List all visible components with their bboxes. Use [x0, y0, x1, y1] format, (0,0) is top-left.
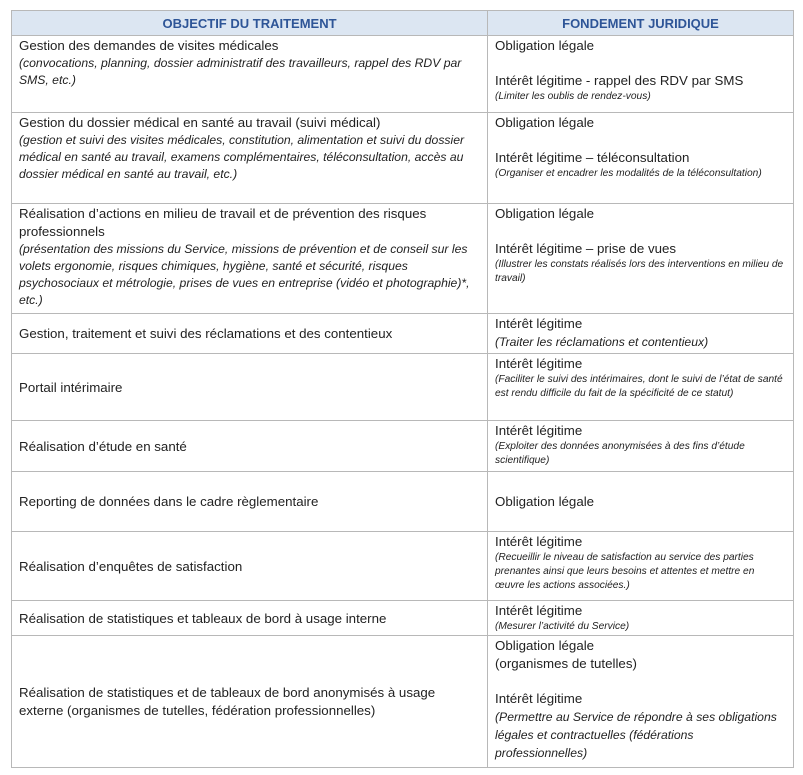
legal-basis-cell: [488, 314, 794, 354]
table-row: [12, 636, 794, 768]
legal-basis: Intérêt légitime: [495, 691, 583, 706]
table-row: [12, 601, 794, 636]
objective-details: (convocations, planning, dossier administratif des travailleurs, rappel des RDV par SMS, etc.): [19, 56, 462, 87]
legal-basis-note: (Organiser et encadrer les modalités de la téléconsultation): [495, 168, 762, 179]
objective-cell: [12, 113, 488, 204]
table-row: [12, 421, 794, 472]
legal-basis: Intérêt légitime – prise de vues: [495, 241, 677, 256]
objective-title: Gestion du dossier médical en santé au travail (suivi médical): [19, 115, 381, 130]
legal-basis-cell: [488, 636, 794, 768]
objective-cell: [12, 421, 488, 472]
legal-basis: Intérêt légitime: [495, 534, 583, 549]
legal-basis: Obligation légale: [495, 638, 595, 653]
legal-basis-table: [11, 10, 794, 768]
legal-basis-cell: [488, 36, 794, 113]
table-header-row: [12, 11, 794, 36]
objective-title: Réalisation d’étude en santé: [19, 438, 187, 454]
objective-cell: [12, 532, 488, 601]
objective-title: Gestion, traitement et suivi des réclamations et des contentieux: [19, 326, 393, 341]
table-row: [12, 472, 794, 532]
legal-basis: Obligation légale: [495, 115, 595, 130]
legal-basis: Intérêt légitime – téléconsultation: [495, 150, 690, 165]
legal-basis: Intérêt légitime: [495, 316, 583, 331]
objective-cell: [12, 36, 488, 113]
objective-title: Portail intérimaire: [19, 379, 123, 395]
legal-basis-cell: [488, 354, 794, 421]
legal-basis-note: (Faciliter le suivi des intérimaires, dont le suivi de l’état de santé est rendu difficile du fait de la spécificité de ce statut): [495, 374, 783, 399]
legal-basis: Intérêt légitime - rappel des RDV par SMS: [495, 73, 744, 88]
legal-basis-cell: [488, 421, 794, 472]
legal-basis: Intérêt légitime: [495, 423, 583, 438]
table-row: [12, 532, 794, 601]
table-row: [12, 113, 794, 204]
legal-basis-note: (Traiter les réclamations et contentieux): [495, 335, 709, 349]
table-row: [12, 354, 794, 421]
objective-cell: [12, 472, 488, 532]
objective-title: Gestion des demandes de visites médicales: [19, 38, 279, 53]
objective-title: Réalisation de statistiques et de tableaux de bord anonymisés à usage externe (organismes de tutelles, fédération professionnelles): [19, 685, 436, 718]
table-row: [12, 204, 794, 314]
legal-basis-note: (Mesurer l’activité du Service): [495, 621, 630, 632]
legal-basis-cell: [488, 113, 794, 204]
objective-cell: [12, 601, 488, 636]
header-legal-basis: FONDEMENT JURIDIQUE: [488, 11, 794, 36]
legal-basis-cell: [488, 472, 794, 532]
legal-basis: Obligation légale: [495, 206, 595, 221]
legal-basis-note: (Illustrer les constats réalisés lors des interventions en milieu de travail): [495, 259, 784, 284]
legal-basis-note: (Permettre au Service de répondre à ses obligations légales et contractuelles (fédérations professionnelles): [495, 710, 777, 760]
objective-cell: [12, 354, 488, 421]
legal-basis-cell: [488, 532, 794, 601]
objective-details: (gestion et suivi des visites médicales, constitution, alimentation et suivi du dossier médical en santé au travail, examens complémentaires, téléconsultation, accès au dossier médical en santé au travail, etc.): [19, 133, 465, 181]
header-objective: OBJECTIF DU TRAITEMENT: [12, 11, 488, 36]
legal-basis-detail: (organismes de tutelles): [495, 656, 637, 671]
table-row: [12, 314, 794, 354]
objective-title: Réalisation d’enquêtes de satisfaction: [19, 558, 243, 574]
legal-basis-cell: [488, 204, 794, 314]
legal-basis-note: (Exploiter des données anonymisées à des fins d’étude scientifique): [495, 441, 745, 466]
legal-basis-note: (Limiter les oublis de rendez-vous): [495, 91, 651, 102]
legal-basis: Obligation légale: [495, 494, 595, 509]
objective-title: Reporting de données dans le cadre règlementaire: [19, 494, 319, 509]
objective-title: Réalisation d’actions en milieu de travail et de prévention des risques professionnels: [19, 206, 427, 239]
legal-basis-cell: [488, 601, 794, 636]
legal-basis: Intérêt légitime: [495, 356, 583, 371]
objective-cell: [12, 636, 488, 768]
objective-title: Réalisation de statistiques et tableaux de bord à usage interne: [19, 610, 387, 626]
legal-basis-note: (Recueillir le niveau de satisfaction au service des parties prenantes ainsi que leurs besoins et attentes et mettre en œuvre les actions associées.): [495, 552, 755, 591]
objective-cell: [12, 314, 488, 354]
objective-details: (présentation des missions du Service, missions de prévention et de conseil sur les volets ergonomie, risques chimiques, hygiène, santé et sécurité, risques psychosociaux et métrologie, prises de vues en entreprise (vidéo et photographie)*, etc.): [19, 242, 470, 307]
legal-basis: Intérêt légitime: [495, 603, 583, 618]
objective-cell: [12, 204, 488, 314]
legal-basis: Obligation légale: [495, 38, 595, 53]
table-row: [12, 36, 794, 113]
